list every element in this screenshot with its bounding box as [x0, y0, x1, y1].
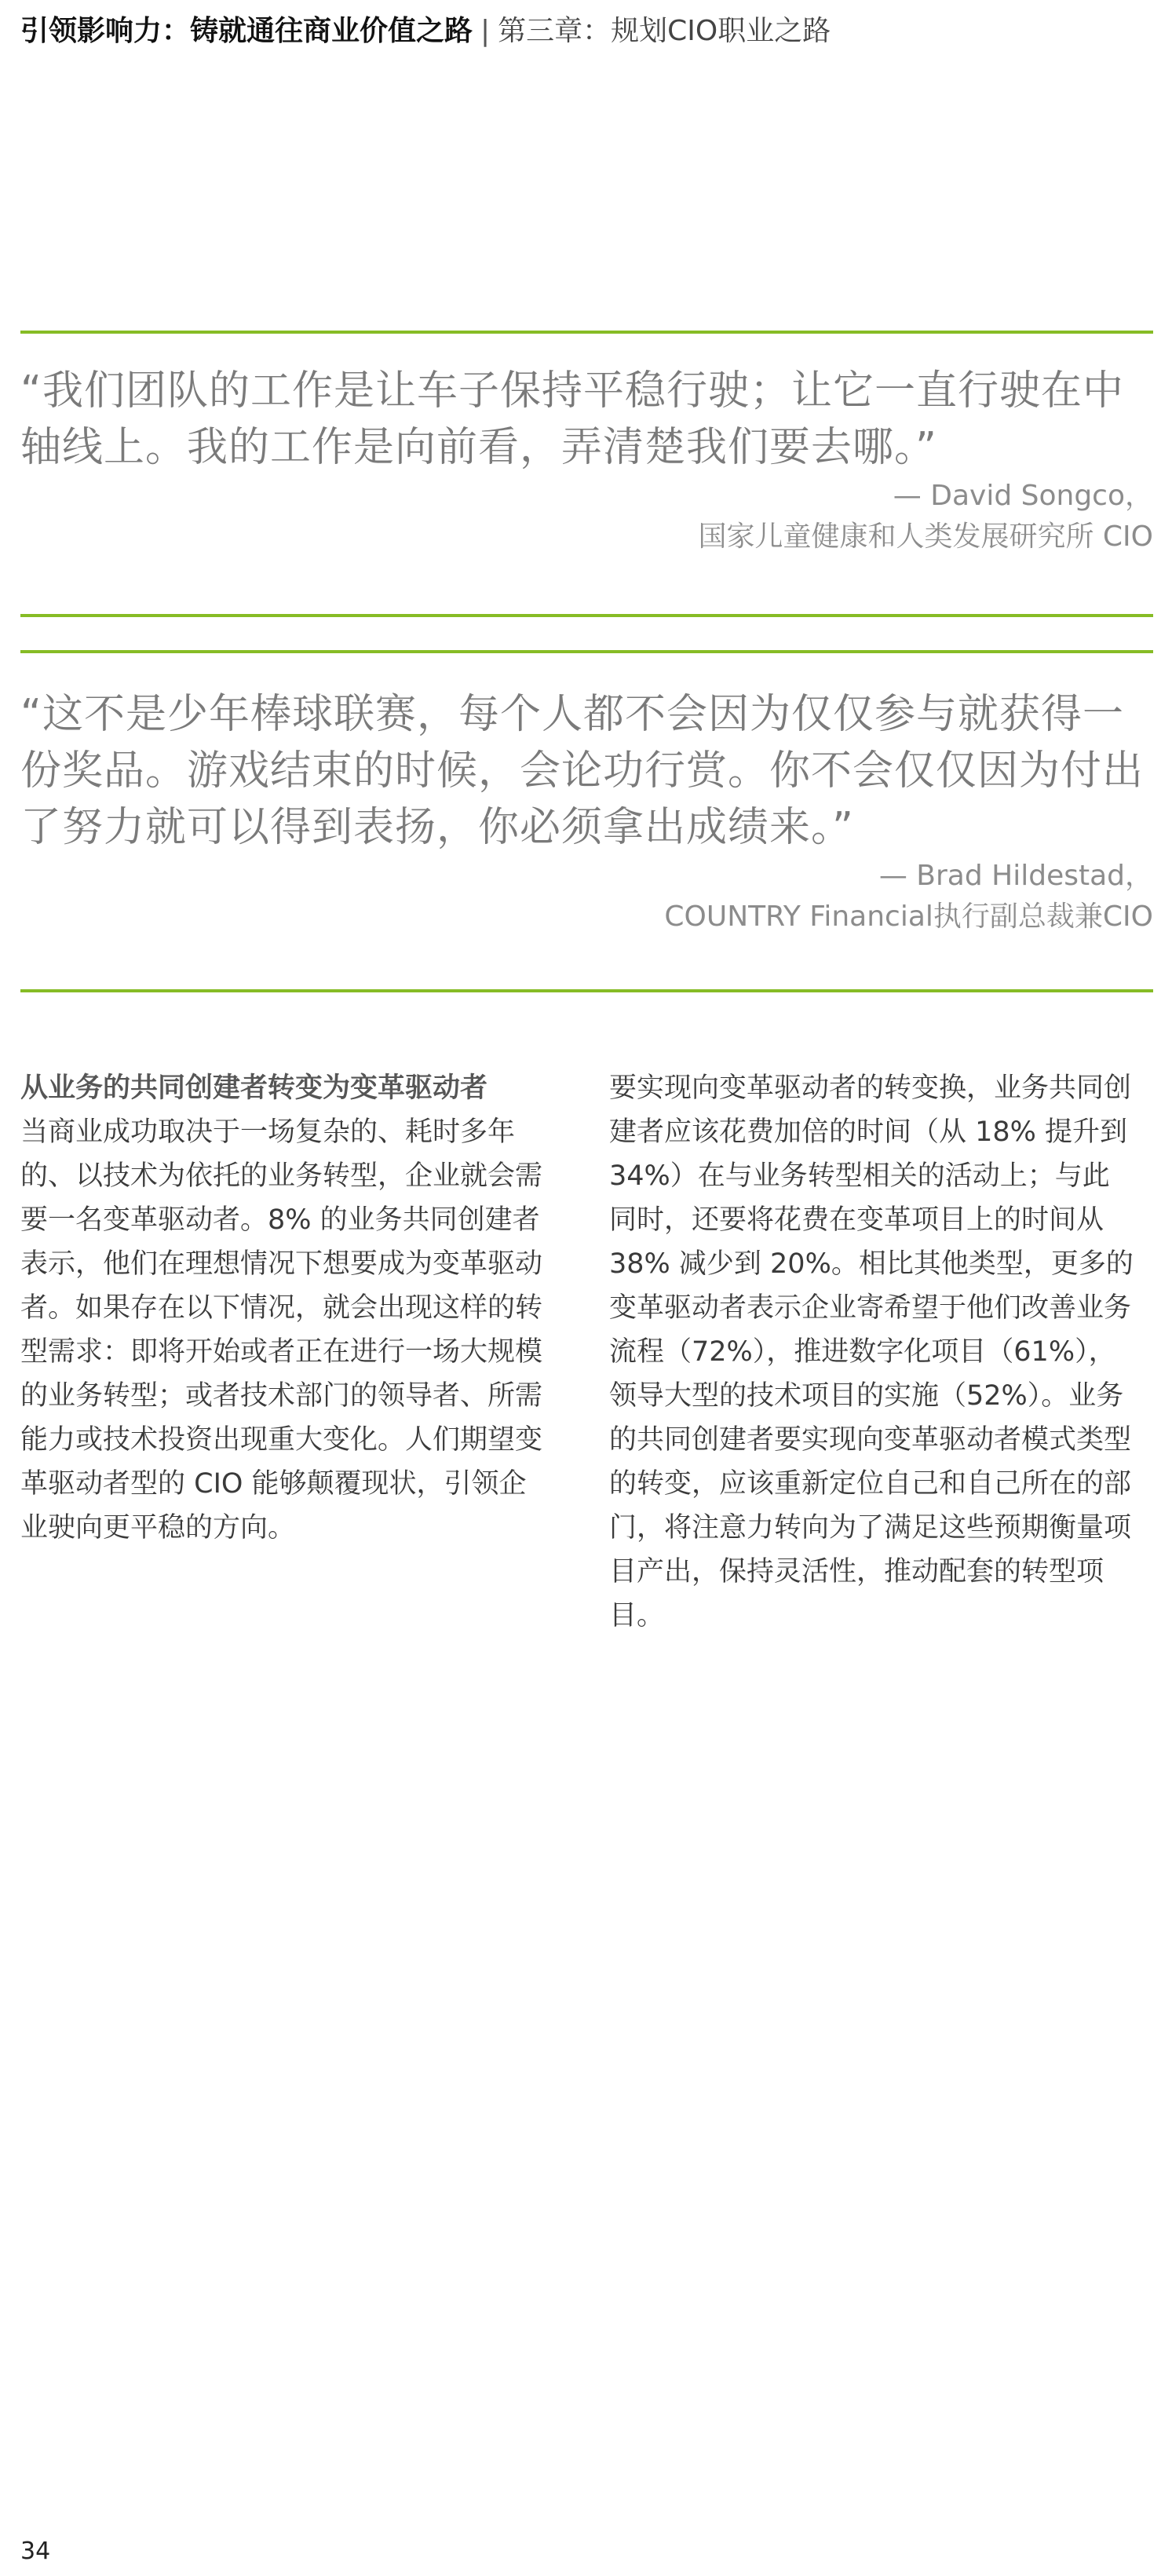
divider-rule [20, 614, 1153, 617]
pull-quote [20, 686, 1153, 937]
chapter-title: 第三章：规划CIO职业之路 [498, 15, 831, 47]
divider-rule [20, 989, 1153, 992]
page-number: 34 [20, 2538, 51, 2565]
body-column-left [20, 1066, 546, 1550]
quote-role: COUNTRY Financial执行副总裁兼CIO [664, 901, 1153, 933]
quote-author: — David Songco， [893, 480, 1153, 512]
body-paragraph: 要实现向变革驱动者的转变换，业务共同创建者应该花费加倍的时间（从 18% 提升到 34%）在与业务转型相关的活动上；与此同时，还要将花费在变革项目上的时间从 38% 减少到 20%。相比其他类型，更多的变革驱动者表示企业寄希望于他们改善业务流程（72%），推进数字化项目（61%），领导大型的技术项目的实施（52%）。业务的共同创建者要实现向变革驱动者模式类型的转变，应该重新定位自己和自己所在的部门，将注意力转向为了满足这些预期衡量项目产出，保持灵活性，推动配套的转型项目。 [609, 1072, 1134, 1631]
body-column-right [609, 1066, 1135, 1638]
divider-rule [20, 331, 1153, 334]
quote-text: “这不是少年棒球联赛，每个人都不会因为仅仅参与就获得一份奖品。游戏结束的时候，会论功行赏。你不会仅仅因为付出了努力就可以得到表扬，你必须拿出成绩来。” [20, 691, 1145, 851]
body-paragraph: 当商业成功取决于一场复杂的、耗时多年的、以技术为依托的业务转型，企业就会需要一名变革驱动者。8% 的业务共同创建者表示，他们在理想情况下想要成为变革驱动者。如果存在以下情况，就会出现这样的转型需求：即将开始或者正在进行一场大规模的业务转型；或者技术部门的领导者、所需能力或技术投资出现重大变化。人们期望变革驱动者型的 CIO 能够颠覆现状，引领企业驶向更平稳的方向。 [20, 1116, 543, 1544]
report-title: 引领影响力：铸就通往商业价值之路 [20, 15, 473, 47]
quote-author: — Brad Hildestad， [878, 860, 1153, 892]
section-heading: 从业务的共同创建者转变为变革驱动者 [20, 1072, 488, 1104]
quote-role: 国家儿童健康和人类发展研究所 CIO [698, 521, 1153, 553]
running-header [20, 11, 831, 52]
pull-quote [20, 363, 1153, 557]
header-separator: | [480, 15, 491, 47]
divider-rule [20, 650, 1153, 653]
quote-text: “我们团队的工作是让车子保持平稳行驶；让它一直行驶在中轴线上。我的工作是向前看，弄清楚我们要去哪。” [20, 367, 1124, 471]
